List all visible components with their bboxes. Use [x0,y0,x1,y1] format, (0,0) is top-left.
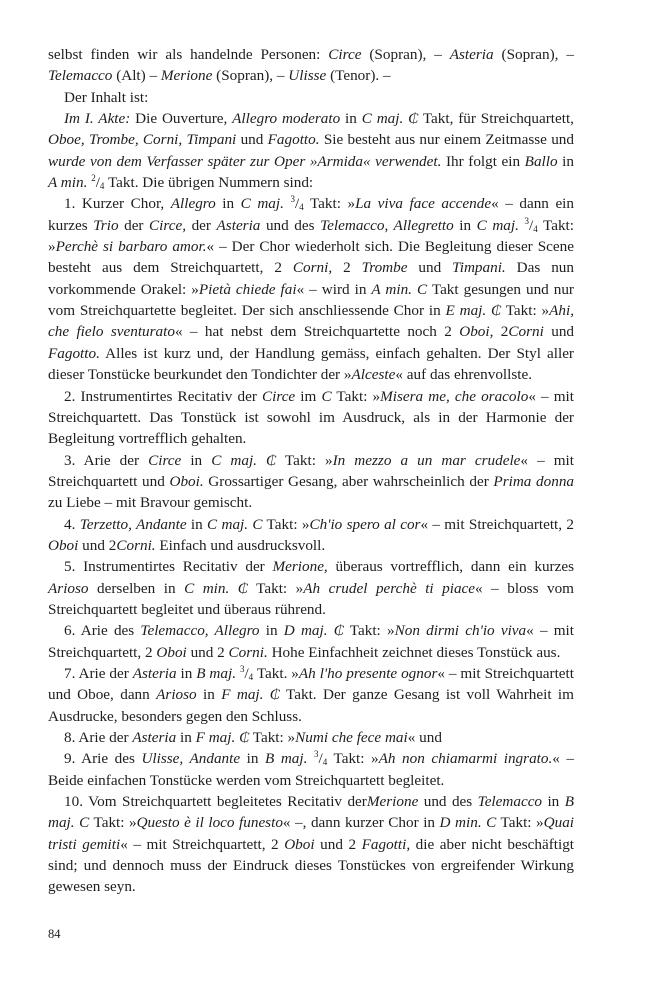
text-run: zu Liebe – mit Bravour gemischt. [48,494,253,512]
italic-text: Oboi, [459,323,494,341]
italic-text: C [321,387,332,405]
text-run: und [236,131,268,149]
text-run: und 2 [314,835,362,853]
text-run: « und [407,729,442,746]
text-run: Takt: » [247,579,304,597]
fraction-denominator: 4 [299,202,304,213]
paragraph [48,663,574,727]
paragraph [48,450,574,514]
italic-text: Ch'io spero al cor [309,515,421,533]
text-run: Takt: » [501,302,550,320]
text-run: Takt. Der ganze Gesang ist voll Wahrheit im Ausdrucke, besonders gegen den Schluss. [48,686,574,725]
text-run: Sie besteht aus nur einem Zeitmasse und [319,131,574,149]
italic-text: Oboi [48,536,79,554]
italic-text: Questo è il loco funesto [136,814,283,832]
text-run: und [407,259,453,277]
text-run: 5. Instrumentirtes Recitativ der [64,558,273,576]
italic-text: Circe [262,387,296,405]
fraction-denominator: 4 [533,223,538,234]
text-run: in [176,664,197,682]
italic-text: Ah l'ho presente ognor [298,664,438,682]
italic-text: Fagotto. [267,131,320,149]
italic-text: C maj. [240,195,284,213]
text-run: 4. [64,515,80,533]
text-run: und des [260,216,321,234]
italic-text: Allegro moderato [232,110,341,128]
italic-text: Ah non chiamarmi ingrato. [378,750,553,768]
text-run: Takt: » [89,814,137,832]
italic-text: Oboi [284,835,315,853]
text-run: in [215,195,241,213]
italic-text: Asteria [216,216,261,234]
text-run: Takt: » [249,729,296,746]
italic-text: Terzetto, Andante [79,515,187,533]
italic-text: Telemacco, Allegro [140,622,260,640]
text-run: (Sopran), – [361,46,450,63]
page-text [48,44,574,898]
text-run: « – mit Streichquartett, 2 [420,515,574,533]
italic-text: Arioso [156,686,197,704]
text-run: in [453,216,477,234]
text-run: Hohe Einfachheit zeichnet dieses Tonstück aus. [267,643,561,661]
fraction-numerator: 3 [313,749,319,760]
text-run: 6. Arie des [64,622,141,640]
text-run: Takt: » [303,195,356,213]
italic-text: Alceste [351,366,396,384]
text-run: Ihr folgt ein [441,152,525,170]
fraction-denominator: 4 [99,181,105,192]
paragraph [48,108,574,193]
fraction-numerator: 2 [91,173,96,184]
italic-text: La viva face accende [355,195,492,213]
italic-text: Ulisse [288,67,327,85]
text-run: 8. Arie der [64,729,133,746]
text-run: « – bloss vom Streichquartett begleitet und überaus rührend. [48,579,574,618]
text-run: Takt: » [48,216,574,256]
italic-text: Arioso [48,579,89,597]
italic-text: Merione [160,67,213,85]
italic-text: D maj. ₵ [283,622,344,640]
italic-text: D min. C [439,814,497,832]
text-run: Takt: » [496,814,544,832]
paragraph [48,514,574,557]
text-run: Takt. Die übrigen Nummern sind: [104,174,314,192]
italic-text: Non dirmi ch'io viva [394,622,527,640]
text-run: in [176,729,196,746]
text-run: in [259,622,284,640]
italic-text: C maj. ₵ [361,110,419,128]
text-run: in [196,686,222,704]
text-run: Takt: » [331,387,381,405]
italic-text: A min. C [371,280,428,298]
italic-text: Im I. Akte: [64,110,131,128]
time-signature-fraction: $^3/_4$ [239,663,254,682]
text-run: « – mit Streichquartett und Oboe, dann [48,664,574,704]
text-run: im [295,387,322,405]
fraction-numerator: 3 [290,194,295,205]
italic-text: Circe, [149,216,187,234]
page-number: 84 [48,927,61,941]
italic-text: Misera me, che oracolo [380,387,529,405]
text-run: Takt gesungen und nur vom Streichquartette begleitet. Der sich anschliessende Chor in [48,280,574,320]
text-run: « – mit Streichquartett, 2 [48,622,574,661]
text-run: und [543,323,575,341]
text-run: der [118,216,150,234]
text-run: « – mit Streichquartett und [48,451,574,490]
italic-text: C maj. C [207,515,263,533]
italic-text: Oboi [156,643,187,661]
text-run: « –, dann kurzer Chor in [282,814,440,832]
text-run: Takt: » [343,622,395,640]
text-run: und 2 [78,536,117,554]
text-run: 1. Kurzer Chor, [64,195,171,213]
paragraph [48,556,574,620]
text-run: und 2 [186,643,229,661]
italic-text: Perchè si barbaro amor. [55,238,207,256]
italic-text: A min. [48,174,88,192]
italic-text: C maj. ₵ [211,451,277,469]
italic-text: Allegro [170,195,216,213]
text-run: und des [418,793,478,811]
text-run: in [340,110,362,128]
italic-text: In mezzo a un mar crudele [332,451,521,469]
text-run: in [186,515,208,533]
text-run: 10. Vom Streichquartett begleitetes Recitativ der [64,793,367,811]
text-run: in [181,451,212,469]
italic-text: Pietà chiede fai [198,280,297,298]
paragraph [48,791,574,898]
text-run: Takt: » [327,750,379,768]
text-run: 2 [493,323,509,341]
text-run: « – Der Chor wiederholt sich. Die Begleitung dieser Scene besteht aus dem Streichquartett, 2 [48,238,574,277]
paragraph [48,44,574,87]
text-run: « – Beide einfachen Tonstücke werden vom Streichquartett begleitet. [48,750,575,789]
text-run: in [542,793,565,811]
italic-text: Circe [328,46,362,63]
text-run: 9. Arie des [64,750,142,768]
italic-text: C maj. [476,216,519,234]
text-run: (Tenor). – [326,67,391,85]
text-run: Das nun vorkommende Orakel: » [48,259,574,298]
italic-text: Ah crudel perchè ti piace [303,579,476,597]
text-run: Takt, für Streichquartett, [418,110,574,128]
text-run: die aber nicht beschäftigt sind; und dennoch muss der Eindruck dieses Tonstückes von ergreifender Wirkung gewesen seyn. [48,835,575,896]
italic-text: B maj. [196,664,237,682]
text-run: « – mit Streichquartett. Das Tonstück ist sowohl im Ausdruck, als in der Harmonie der Begleitung vortrefflich gehalten. [48,387,574,448]
text-run: 3. Arie der [64,451,149,469]
paragraph [48,193,574,385]
text-run: Takt. » [253,664,299,682]
text-run: derselben in [88,579,185,597]
italic-text: B maj. [265,750,308,768]
text-run: « – hat nebst dem Streichquartette noch 2 [174,323,460,341]
italic-text: Trio [93,216,119,234]
text-run: überaus vortrefflich, dann ein kurzes [327,558,574,576]
time-signature-fraction: $^3/_4$ [313,749,328,768]
italic-text: Corni [508,323,544,341]
italic-text: E maj. ₵ [445,302,502,320]
text-run: (Alt) – [112,67,161,85]
italic-text: wurde von dem Verfasser später zur Oper »Armida« verwendet. [48,152,442,170]
text-run: Die Ouverture, [130,110,233,128]
italic-text: Oboi. [169,472,204,490]
italic-text: Telemacco [48,67,113,85]
text-run: « – wird in [296,280,372,298]
italic-text: Corni. [116,536,156,554]
time-signature-fraction: $^3/_4$ [290,194,304,213]
italic-text: Circe [148,451,182,469]
italic-text: Telemacco [477,793,543,811]
paragraph [48,87,574,108]
italic-text: Merione [366,793,419,811]
italic-text: Corni, [292,259,333,277]
paragraph [48,620,574,663]
italic-text: Trombe [361,259,408,277]
italic-text: Ulisse, Andante [141,750,241,768]
text-run: Der Inhalt ist: [64,88,149,106]
italic-text: Telemacco, Allegretto [320,216,454,234]
fraction-numerator: 3 [239,663,245,674]
italic-text: Fagotto. [48,344,100,362]
text-run: Grossartiger Gesang, aber wahrscheinlich der [203,472,494,490]
paragraph [48,727,574,748]
italic-text: Numi che fece mai [295,729,408,746]
text-run: Takt: » [262,515,310,533]
italic-text: Merione, [272,558,328,576]
fraction-numerator: 3 [524,215,529,226]
italic-text: Timpani. [452,259,506,277]
italic-text: Fagotti, [361,835,411,853]
text-run: selbst finden wir als handelnde Personen: [48,46,329,63]
text-run: (Sopran), – [493,46,574,63]
text-run: 2. Instrumentirtes Recitativ der [64,387,262,405]
italic-text: F maj. ₵ [221,686,280,704]
text-run: « auf das ehrenvollste. [395,366,533,384]
italic-text: B maj. C [48,793,574,832]
italic-text: Corni. [228,643,268,661]
italic-text: Ahi, che fielo sventurato [48,302,574,341]
time-signature-fraction: $^2/_4$ [91,173,105,192]
text-run: (Sopran), – [212,67,289,85]
italic-text: Ballo [524,152,558,170]
text-run: in [240,750,266,768]
italic-text: F maj. ₵ [195,729,250,746]
italic-text: Oboe, Trombe, Corni, Timpani [48,131,237,149]
italic-text: Asteria [132,729,177,746]
italic-text: C min. ₵ [184,579,248,597]
italic-text: Asteria [449,46,494,63]
text-run: Alles ist kurz und, der Handlung gemäss, einfach gehalten. Der Styl aller dieser Tonstücke beurkundet den Tondichter der » [48,344,574,384]
paragraph [48,748,574,791]
text-run: 2 [332,259,362,277]
paragraph [48,386,574,450]
text-run: « – mit Streichquartett, 2 [120,835,285,853]
italic-text: Quai tristi gemiti [48,814,575,853]
italic-text: Prima donna [493,472,575,490]
fraction-denominator: 4 [322,757,328,768]
fraction-denominator: 4 [248,671,254,682]
italic-text: Asteria [132,664,177,682]
text-run: Einfach und ausdrucksvoll. [155,536,326,554]
time-signature-fraction: $^3/_4$ [524,215,538,234]
text-run: 7. Arie der [64,664,133,682]
text-run: in [557,152,574,170]
text-run: der [186,216,217,234]
text-run: « – dann ein kurzes [48,195,574,234]
text-run: Takt: » [276,451,333,469]
